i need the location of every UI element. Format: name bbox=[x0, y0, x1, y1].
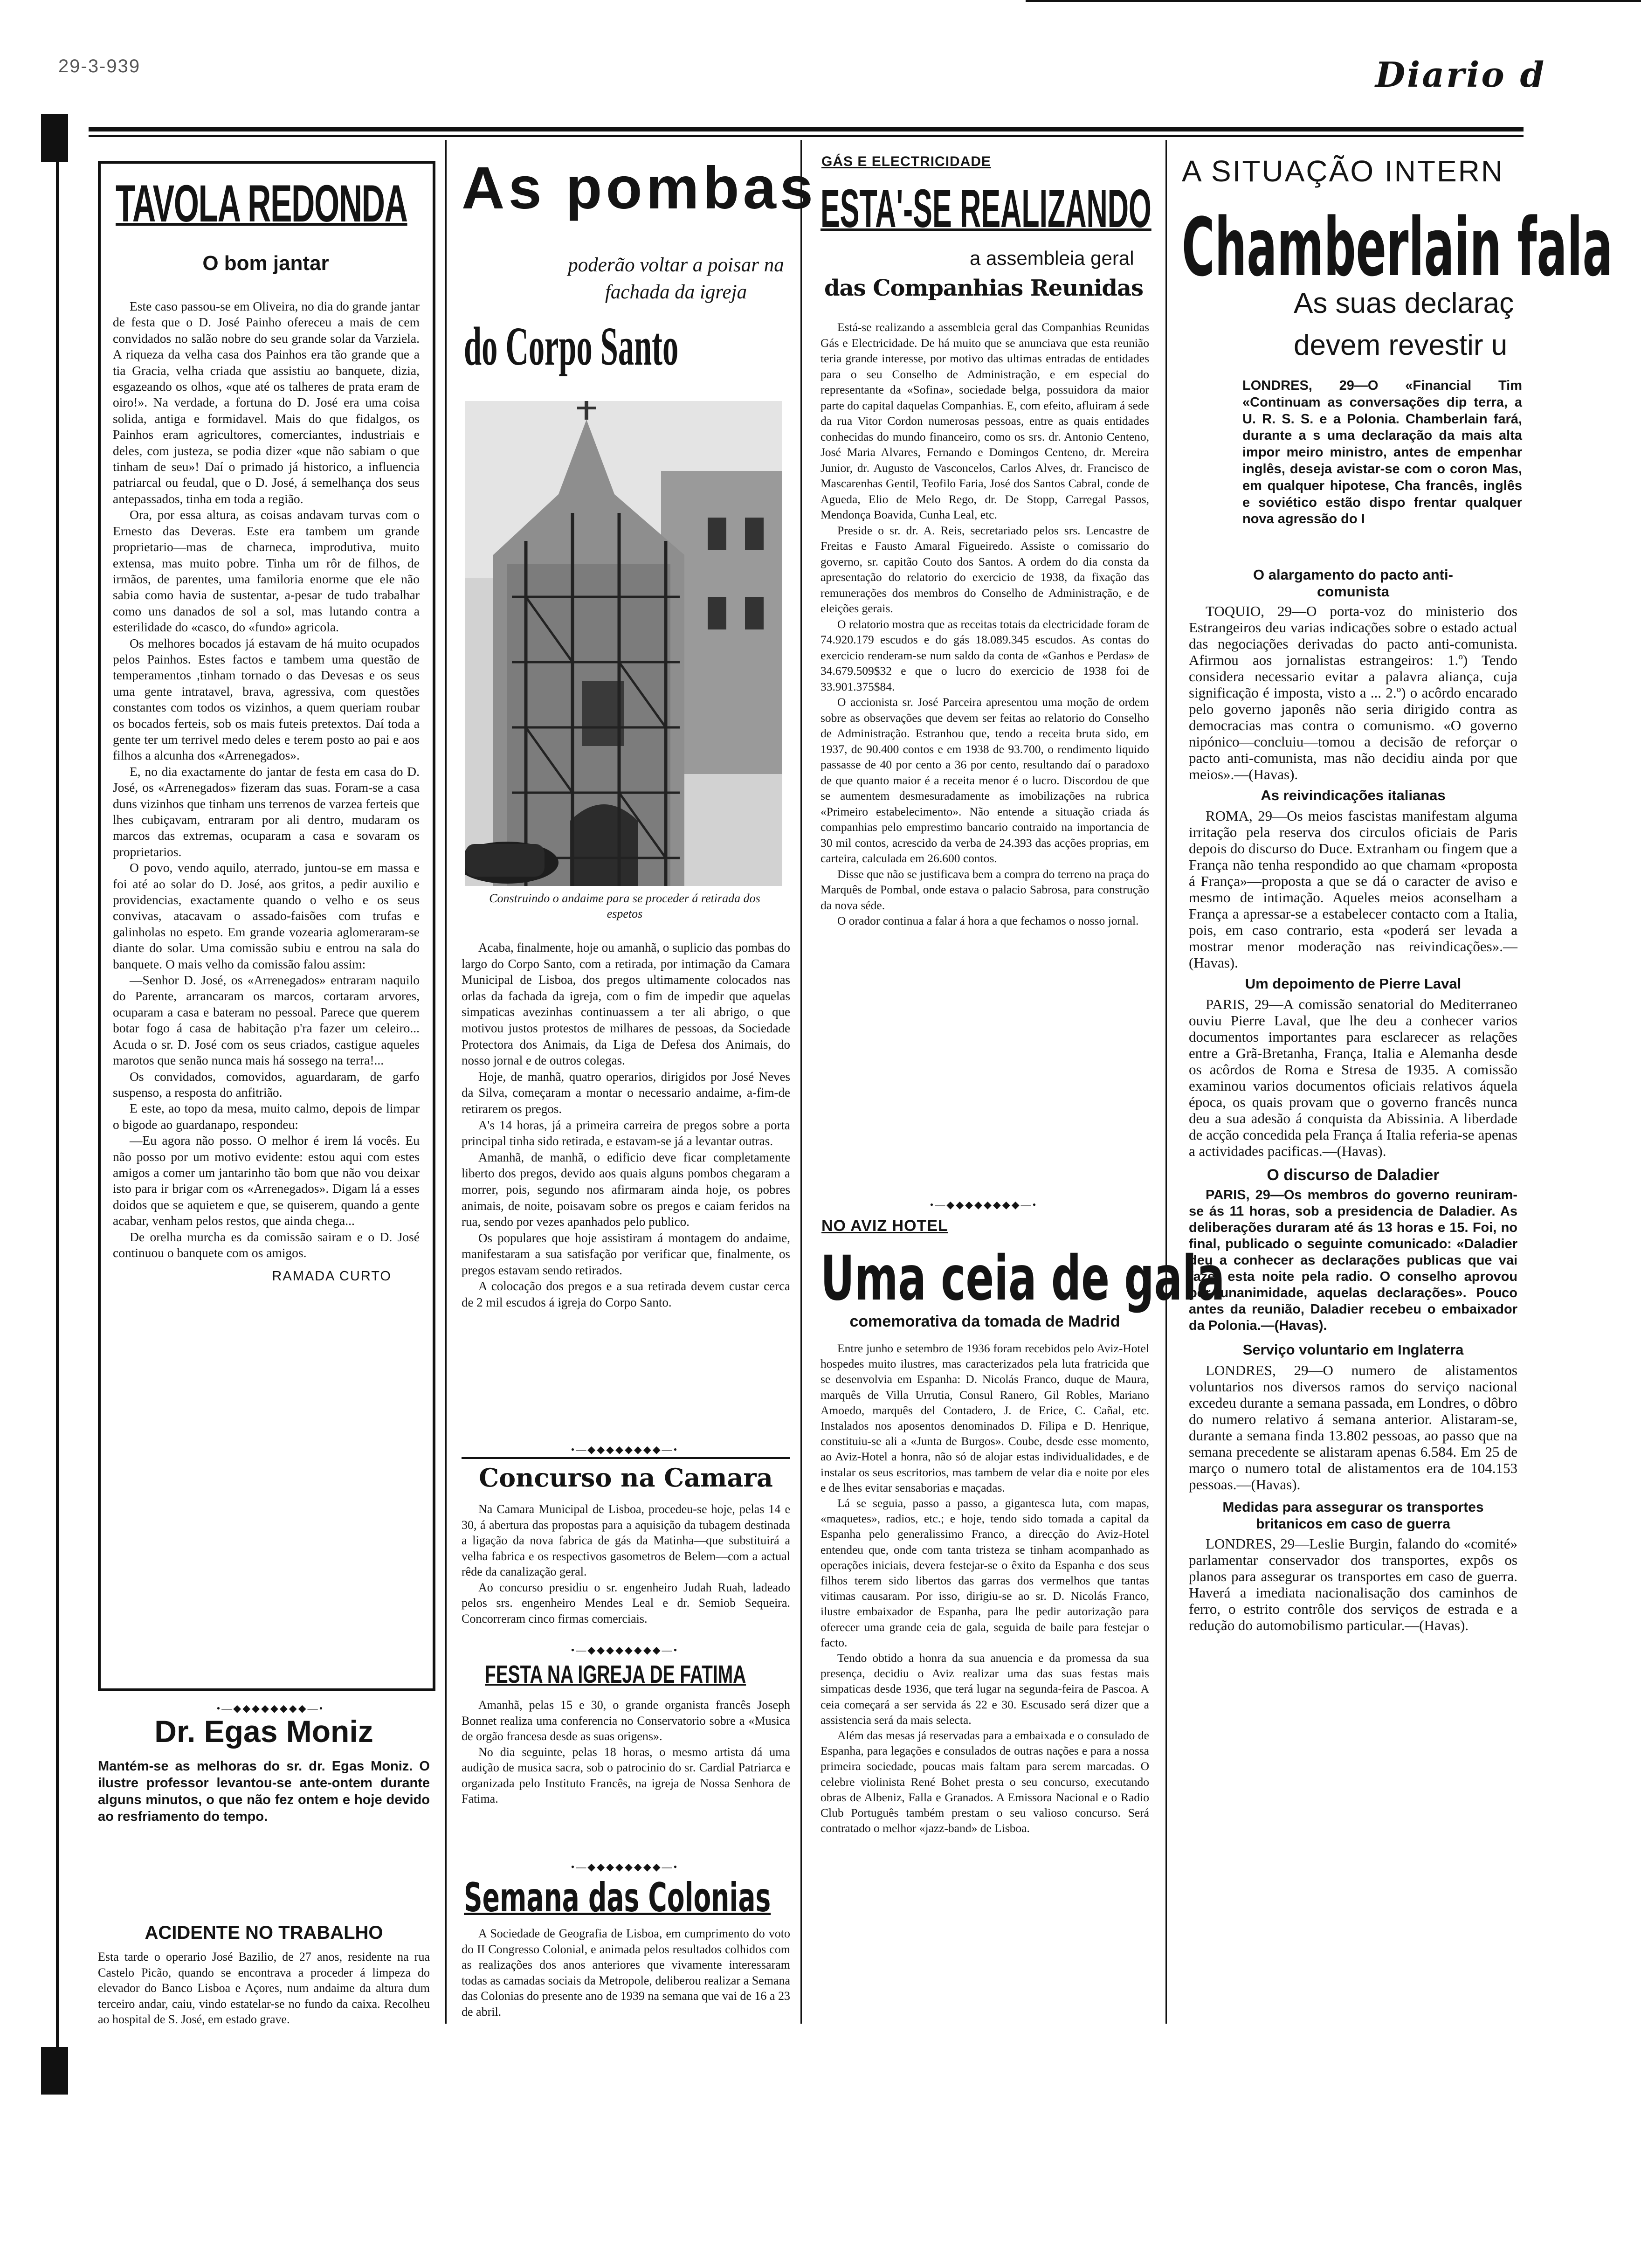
inter-section-heading: Serviço voluntario em Inglaterra bbox=[1242, 1341, 1464, 1358]
inter-section-heading: O discurso de Daladier bbox=[1267, 1166, 1440, 1184]
pombas-paragraph: Amanhã, de manhã, o edificio deve ficar completamente liberto dos pregos, devido aos quais alguns pombos chegaram a morrer, pois, segundo nos afirmaram ainda hoje, os pobres animais, de noite, poisavam sobre os pregos e caiam feridos na rua, sendo por vezes apanhados pelo publico. bbox=[462, 1150, 790, 1229]
inter-section-text bbox=[1189, 603, 1517, 782]
ceia-paragraph: Lá se seguia, passo a passo, a gigantesca luta, com mapas, «maquetes», radios, etc.; e hoje, tendo sido tomada a capital da Espanha pelo generalissimo Franco, a direcção do Aviz-Hotel entendeu que, onde com tanta tristeza se tinham acompanhado as operações iniciais, devera festejar-se o êxito da Espanha e dos seus filhos terem sido libertos das garras dos vermelhos que tantas vitimas causaram. Por isso, dirigiu-se ao sr. D. Nicolás Franco, ilustre embaixador de Espanha, para lhe pedir autorização para oferecer uma grande ceia de gala, seguida de baile para festejar o facto. bbox=[820, 1496, 1149, 1649]
tavola-paragraph: Os convidados, comovidos, aguardaram, de garfo suspenso, a resposta do anfitrião. bbox=[113, 1069, 420, 1099]
tavola-subtitle: O bom jantar bbox=[202, 252, 329, 275]
top-rule bbox=[89, 127, 1524, 131]
pombas-body bbox=[462, 940, 790, 1311]
inter-paragraph: ROMA, 29—Os meios fascistas manifestam alguma irritação pela reserva dos circulos oficiais de Paris depois do discurso do Duce. Extranham ou fingem que a França não tenha respondido ao que chamam «proposta á França»—proposta a que se dá o caracter de aviso e mesmo de intimação. Aqueles meios aconselham a França a apressar-se a estabelecer contacto com a Italia, pois, em caso contrario, esta «poderá ser levada a mostrar menor moderação nas reivindicações».—(Havas). bbox=[1189, 808, 1517, 971]
inter-sub2: devem revestir u bbox=[1294, 329, 1508, 361]
acidente-title: ACIDENTE NO TRABALHO bbox=[145, 1922, 383, 1943]
pombas-title: As pombas bbox=[462, 155, 817, 221]
inter-paragraph: PARIS, 29—A comissão senatorial do Mediterraneo ouviu Pierre Laval, que lhe deu a conhecer varios documentos importantes para esclarecer as relações entre a Grã-Bretanha, França, Italia e Alemanha desde os acôrdos de Roma e Stresa de 1935. A comissão examinou varios documentos oficiais relativos áquela época, os quais provam que o governo francês nunca deu a sua adesão á conquista da Abissinia. A liberdade de acção concedida pela França á Italia referia-se apenas a actividades pacificas.—(Havas). bbox=[1189, 996, 1517, 1159]
inter-section-text bbox=[1189, 996, 1517, 1159]
column-rule-1 bbox=[445, 140, 447, 2024]
ornament-divider: •—◆◆◆◆◆◆◆◆—• bbox=[930, 1199, 1038, 1210]
gas-sub2: das Companhias Reunidas bbox=[824, 275, 1144, 301]
gas-kicker: GÁS E ELECTRICIDADE bbox=[821, 154, 992, 169]
acidente-text: Esta tarde o operario José Bazilio, de 27 anos, residente na rua Castelo Picão, quando se encontrava a proceder á limpeza do elevador do Banco Lisboa e Açores, num andaime da altura dum terceiro andar, caiu, vindo estatelar-se no fundo da caixa. Recolheu ao hospital de S. José, em estado grave. bbox=[98, 1950, 430, 2026]
inter-sections bbox=[1189, 567, 1517, 1633]
tavola-signature: RAMADA CURTO bbox=[272, 1269, 392, 1284]
inter-section-text bbox=[1189, 1535, 1517, 1633]
gas-sub1: a assembleia geral bbox=[970, 247, 1134, 269]
ceia-paragraph: Entre junho e setembro de 1936 foram recebidos pelo Aviz-Hotel hospedes muito ilustres, mas caracterizados pela luta fratricida que se desenvolvia em Espanha: D. Nicolás Franco, duque de Maura, marquês de Villa Urrutia, Consul Ranero, Gil Robles, Mariano Amoedo, marquês del Contadero, J. de Erice, C. Cañal, etc. Instalados nos aposentos denominados D. Filipa e D. Henrique, constituiu-se ali a «Junta de Burgos». Coube, desde esse momento, ao Aviz-Hotel a honra, não só de alojar estas individualidades, e de instalar os seus escritorios, mas tambem de velar dia e noite por eles e de lhes evitar sensaborias e maçadas. bbox=[820, 1341, 1149, 1494]
colonias-body bbox=[462, 1926, 790, 2019]
festa-body bbox=[462, 1697, 790, 1807]
gas-paragraph: O relatorio mostra que as receitas totais da electricidade foram de 74.920.179 escudos e do gás 18.089.345 escudos. As contas do exercicio renderam-se num saldo da conta de «Ganhos e Perdas» de 34.679.509$32 e que o lucro do exercicio de 1938 foi de 33.901.375$84. bbox=[820, 617, 1149, 693]
pombas-paragraph: Os populares que hoje assistiram á montagem do andaime, manifestaram a sua satisfação por verificar que, finalmente, os pregos estavam sendo retirados. bbox=[462, 1231, 790, 1277]
ceia-paragraph: Além das mesas já reservadas para a embaixada e o consulado de Espanha, para legações e consulados de outras nações e para a nossa primeira sociedade, poucas mais faltam para serem marcadas. O celebre violinista René Bohet presta o seu concurso, executando obras de Albeniz, Falla e Granados. A Emissora Nacional e o Radio Club Português também prestam o seu valioso concurso. Será contratado o melhor «jazz-band» de Lisboa. bbox=[820, 1729, 1149, 1835]
gas-paragraph: Preside o sr. dr. A. Reis, secretariado pelos srs. Lencastre de Freitas e Fausto Amaral Figueiredo. Assiste o comissario do governo, sr. capitão Couto dos Santos. A ordem do dia consta da apresentação do relatorio do exercicio de 1938, da fixação das remunerações dos membros do Conselho de Administração, e de eleições gerais. bbox=[820, 523, 1149, 615]
column-rule-3 bbox=[1165, 140, 1167, 2024]
pombas-paragraph: Acaba, finalmente, hoje ou amanhã, o suplicio das pombas do largo do Corpo Santo, com a retirada, por intimação da Camara Municipal de Lisboa, dos pregos ultimamente colocados nas orlas da fachada da igreja, com o fim de impedir que aquelas simpaticas avezinhas continuassem a ter ali abrigo, o que motivou justos protestos de milhares de pessoas, da Sociedade Protectora dos Animais, da Liga de Defesa dos Animais, do nosso jornal e de outros colegas. bbox=[462, 940, 790, 1068]
festa-title: FESTA NA IGREJA DE FATIMA bbox=[485, 1660, 746, 1688]
top-edge-line bbox=[1026, 0, 1641, 2]
pombas-paragraph: A's 14 horas, já a primeira carreira de pregos sobre a porta principal tinha sido retirada, e estavam-se já a levantar outras. bbox=[462, 1118, 790, 1148]
ceia-subtitle: comemorativa da tomada de Madrid bbox=[849, 1313, 1120, 1330]
pombas-paragraph: A colocação dos pregos e a sua retirada devem custar cerca de 2 mil escudos á igreja do Corpo Santo. bbox=[462, 1279, 790, 1310]
egas-title: Dr. Egas Moniz bbox=[154, 1714, 373, 1749]
gas-paragraph: Está-se realizando a assembleia geral das Companhias Reunidas Gás e Electricidade. De há muito que se anunciava que esta reunião teria grande interesse, por motivo das ultimas entradas de entidades para o seu Conselho de Administração, e em especial do representante da «Sofina», sociedade belga, possuidora da maior parte do capital daquelas Companhias. E, com efeito, afluiram á sede da rua Vitor Cordon numerosas pessoas, entre as quais entidades conhecidas do mundo financeiro, como os srs. dr. Antonio Centeno, José Maria Alvares, Fernando e Domingos Centeno, dr. Mereira Junior, dr. Augusto de Vasconcelos, Carlos Alves, dr. Francisco de Mascarenhas Gentil, Teofilo Faria, José dos Santos Cabral, conde de Agueda, Elio de Melo Rego, dr. De Stopp, Carregal Passos, Mendonça Boavida, Cunha Leal, etc. bbox=[820, 320, 1149, 521]
page-date: 29-3-939 bbox=[58, 56, 141, 76]
tavola-paragraph: Este caso passou-se em Oliveira, no dia do grande jantar de festa que o D. José Painho ofereceu a mais de cem convidados no salão nobre do seu grande solar da Varziela. A riqueza da velha casa dos Painhos era tão grande que a tia Gracia, velha criada que assistiu ao banquete, dizia, esgazeando os olhos, «que até os talheres de prata eram de oiro!». Na verdade, a fortuna do D. José era uma coisa solida, antiga e formidavel. Mais do que fidalgos, os Painhos eram agricultores, comerciantes, industriais e deles, com justeza, se podia dizer «que não sabiam o que tinham de seu»! Daí o primado já historico, a influencia patriarcal ou feudal, que o D. José, á semelhança dos seus antepassados, tinha em toda a região. bbox=[113, 299, 420, 506]
inter-section-heading: O alargamento do pacto anti-comunista bbox=[1253, 567, 1453, 600]
concurso-paragraph: Na Camara Municipal de Lisboa, procedeu-se hoje, pelas 14 e 30, á abertura das propostas para a aquisição da tubagem destinada a ligação da nova fabrica de gás da Matinha—que substituirá a velha fabrica e os respectivos gasometros de Belem—com a actual rêde da canalização geral. bbox=[462, 1502, 790, 1578]
ornament-divider: •—◆◆◆◆◆◆◆◆—• bbox=[571, 1644, 679, 1656]
church-photo bbox=[465, 401, 782, 886]
gas-title: ESTA'-SE REALIZANDO bbox=[820, 178, 1151, 239]
tavola-paragraph: O povo, vendo aquilo, aterrado, juntou-se em massa e foi até ao solar do D. José, aos gritos, a pedir auxilio e providencias, exactamente quando o velho e os seus convivas, atacavam o assado-faisões com trufas e galinholas no espeto. Em grande vozearia aglomeraram-se diante do solar. Uma comissão subiu e entrou na sala do banquete. O mais velho da comissão falou assim: bbox=[113, 860, 420, 971]
tavola-paragraph: Ora, por essa altura, as coisas andavam turvas com o Ernesto das Deveras. Este era tambem um grande proprietario—mas de charneca, improdutiva, muito extensa, mas muito pobre. Tinha um rôr de filhos, de irmãos, de parentes, uma familoria enorme que ele não sabia como havia de sustentar, a-pesar de tudo trabalhar como uns danados de sol a sol, mas lutando contra a esterilidade do «casco, do «fundo» agricola. bbox=[113, 507, 420, 635]
inter-section-text bbox=[1189, 1187, 1517, 1334]
inter-section-heading: Medidas para assegurar os transportes britanicos em caso de guerra bbox=[1222, 1500, 1484, 1532]
column-rule-2 bbox=[800, 140, 802, 2024]
gas-paragraph: O accionista sr. José Parceira apresentou uma moção de ordem sobre as observações que devem ser feitas ao relatorio do Conselho de Administração. Estranhou que, tendo a receita bruta sido, em 1937, de 90.400 contos e em 1938 de 93.700, o rendimento liquido passasse de 40 por cento a 36 por cento, resultando daí o paradoxo de que quanto maior é a receita menor é o lucro. Discordou de que se aumentem desmesuradamente as imobilizações na rubrica «Primeiro estabelecimento». Não entende a situação criada ás companhias pelo emprestimo bancario contraido na importancia de 30 mil contos, acrescido da verba de 24.393 das acções proprias, em carteira, calculada em 26.600 contos. bbox=[820, 695, 1149, 865]
inter-paragraph: PARIS, 29—Os membros do governo reuniram-se ás 11 horas, sob a presidencia de Daladier. As deliberações duraram até ás 13 horas e 15. Foi, no final, publicado o seguinte comunicado: «Daladier deu a conhecer as declarações publicas que vai fazer esta noite pela radio. O conselho aprovou por unanimidade, aquelas declarações». Pouco antes da reunião, Daladier recebeu o embaixador da Polonia.—(Havas). bbox=[1189, 1188, 1517, 1333]
masthead: Diario d bbox=[1375, 55, 1546, 95]
gas-paragraph: O orador continua a falar á hora a que fechamos o nosso jornal. bbox=[837, 914, 1139, 927]
tavola-paragraph: E, no dia exactamente do jantar de festa em casa do D. José, os «Arrenegados» fizeram das suas. Foram-se a casa duns vizinhos que tinham uns terrenos de varzea ferteis que lhes cubiçavam, entraram por ali dentro, mudaram os marcos das extremas, ocuparam a casa e sovaram os proprietarios. bbox=[113, 764, 420, 859]
pombas-deck: poderão voltar a poisar na fachada da igreja bbox=[568, 254, 784, 303]
inter-paragraph: LONDRES, 29—Leslie Burgin, falando do «comité» parlamentar conservador dos transportes, expôs os planos para assegurar os transportes em caso de guerra. Haverá a imediata nacionalisação dos caminhos de ferro, o estrito contrôle dos serviços de estrada e a redução do automobilismo particular.—(Havas). bbox=[1189, 1535, 1517, 1633]
ornament-divider: •—◆◆◆◆◆◆◆◆—• bbox=[571, 1861, 679, 1873]
inter-section-heading: Um depoimento de Pierre Laval bbox=[1245, 975, 1462, 992]
top-rule-thin bbox=[89, 135, 1524, 137]
tavola-paragraph: —Senhor D. José, os «Arrenegados» entraram naquilo do Parente, arrancaram os marcos, cortaram arvores, ocuparam a casa e bateram no pessoal. Parece que querem botar fogo á casa de habitação p'ra fazer um celeiro... Acuda o sr. D. José com os seus criados, castigue aqueles marotos que senão nunca mais há sossego na terra!... bbox=[113, 973, 420, 1068]
registration-mark-bottom bbox=[41, 2047, 68, 2095]
ornament-divider: •—◆◆◆◆◆◆◆◆—• bbox=[571, 1444, 679, 1455]
inter-section-text bbox=[1189, 808, 1517, 971]
gas-body bbox=[820, 319, 1149, 929]
tavola-paragraph: —Eu agora não posso. O melhor é irem lá vocês. Eu não posso por um motivo evidente: estou aqui com estes amigos a comer um jantarinho tão bom que não vou deixar isto para ir brigar com os «Arrenegados». Digam lá a esses doidos que se aquietem e que, se quiserem, quando a gente acabar, venham pelos restos, que ainda chega... bbox=[113, 1133, 420, 1228]
inter-paragraph: TOQUIO, 29—O porta-voz do ministerio dos Estrangeiros deu varias indicações sobre o estado actual das negociações derivadas do pacto anti-comunista. Afirmou aos jornalistas estrangeiros: 1.º) Tendo considera necessario evitar a palavra aliança, cuja significação é imposta, visto a ... 2.º) o acôrdo encarado pelo governo japonês não seria dirigido contra as democracias mas contra o comunismo. «O governo nipónico—concluiu—tomou a decisão de reforçar o pacto anti-comunista, mas não decidiu ainda por que meios».—(Havas). bbox=[1189, 603, 1517, 782]
pombas-title2: do Corpo Santo bbox=[464, 316, 679, 377]
concurso-paragraph: Ao concurso presidiu o sr. engenheiro Judah Ruah, ladeado pelos srs. engenheiro Mendes Leal e dr. Semiob Sequeira. Concorreram cinco firmas comerciais. bbox=[462, 1580, 790, 1625]
tavola-paragraph: De orelha murcha es da comissão sairam e o D. José continuou o banquete com os amigos. bbox=[113, 1229, 420, 1260]
colonias-paragraph: A Sociedade de Geografia de Lisboa, em cumprimento do voto do II Congresso Colonial, e animada pelos resultados colhidos com as realizações dos anos anteriores que vivamente interessaram todas as camadas sociais da Metropole, deliberou realizar a Semana das Colonias do presente ano de 1939 na semana que vai de 16 a 23 de abril. bbox=[462, 1927, 790, 2019]
ornament-divider: •—◆◆◆◆◆◆◆◆—• bbox=[216, 1702, 324, 1714]
colonias-title: Semana das Colonias bbox=[464, 1874, 771, 1921]
inter-paragraph: LONDRES, 29—O numero de alistamentos voluntarios nos diversos ramos do serviço nacional excedeu durante a semana passada, em Londres, o dôbro do numero relativo á semana anterior. Alistaram-se, durante a semana finda 13.802 pessoas, ao passo que na semana precedente se alistaram apenas 6.584. Em 25 de março o numero total de alistamentos era de 104.153 pessoas.—(Havas). bbox=[1189, 1362, 1517, 1493]
ceia-paragraph: Tendo obtido a honra da sua anuencia e da promessa da sua presença, decidiu o Aviz realizar uma das suas festas mais simpaticas desde 1936, que terá lugar na segunda-feira de Pascoa. A ceia começará a ser servida ás 22 e 30. Escusado será dizer que a assistencia será da mais selecta. bbox=[820, 1651, 1149, 1727]
inter-lead: LONDRES, 29—O «Financial Tim «Continuam as conversações dip terra, a U. R. S. S. e a Polonia. Chamberlain fará, durante a s uma declaração da mais alta impor meiro ministro, antes de empenhar inglês, deseja avistar-se com o coron Mas, em qualquer hipotese, Cha francês, inglês e soviético estão dispo frentar qualquer nova agressão do I bbox=[1242, 378, 1522, 527]
ceia-body bbox=[820, 1341, 1149, 1836]
tavola-body bbox=[113, 298, 420, 1285]
church-scaffold-illustration bbox=[465, 401, 782, 886]
inter-section-text bbox=[1189, 1362, 1517, 1493]
inter-section-heading: As reivindicações italianas bbox=[1261, 787, 1446, 803]
inter-section: A SITUAÇÃO INTERN bbox=[1182, 154, 1504, 188]
concurso-body bbox=[462, 1501, 790, 1626]
tavola-title: TAVOLA REDONDA bbox=[116, 174, 407, 233]
ceia-title: Uma ceia de gala bbox=[820, 1243, 1225, 1314]
egas-text: Mantém-se as melhoras do sr. dr. Egas Moniz. O ilustre professor levantou-se ante-ontem durante alguns minutos, o que não fez ontem e hoje devido ao resfriamento do tempo. bbox=[98, 1759, 430, 1824]
left-edge-line bbox=[56, 159, 59, 2052]
inter-title: Chamberlain fala bbox=[1182, 201, 1613, 294]
pombas-paragraph: Hoje, de manhã, quatro operarios, dirigidos por José Neves da Silva, começaram a montar o necessario andaime, a-fim-de retirarem os pregos. bbox=[462, 1069, 790, 1116]
gas-paragraph: Disse que não se justificava bem a compra do terreno na praça do Marquês de Pombal, onde estava o palacio Sabrosa, para construção da nova séde. bbox=[820, 867, 1149, 912]
inter-sub1: As suas declaraç bbox=[1294, 287, 1514, 319]
tavola-paragraph: Os melhores bocados já estavam de há muito ocupados pelos Painhos. Estes factos e tambem uma questão de temperamentos ,tinham tornado o das Devesas e os seus uma gente intratavel, brava, agressiva, com questões constantes com todos os vizinhos, a quem queriam roubar os bocados ferteis, sob os mais futeis pretextos. Daí toda a gente ter um terrivel medo deles e terem posto ao pai e aos filhos a alcunha dos «Arrenegados». bbox=[113, 636, 420, 763]
festa-paragraph: Amanhã, pelas 15 e 30, o grande organista francês Joseph Bonnet realiza uma conferencia no Conservatorio sobre a «Musica de orgão francesa desde as suas origens». bbox=[462, 1698, 790, 1743]
registration-mark-top bbox=[41, 114, 68, 162]
concurso-title: Concurso na Camara bbox=[462, 1457, 790, 1493]
festa-paragraph: No dia seguinte, pelas 18 horas, o mesmo artista dá uma audição de musica sacra, sob o patrocinio do sr. Cardial Patriarca e organizada pelo Instituto Francês, na igreja de Nossa Senhora de Fatima. bbox=[462, 1745, 790, 1805]
tavola-paragraph: E este, ao topo da mesa, muito calmo, depois de limpar o bigode ao guardanapo, respondeu: bbox=[113, 1101, 420, 1132]
ceia-kicker: NO AVIZ HOTEL bbox=[821, 1217, 948, 1235]
photo-caption: Construindo o andaime para se proceder á retirada dos espetos bbox=[489, 892, 760, 920]
